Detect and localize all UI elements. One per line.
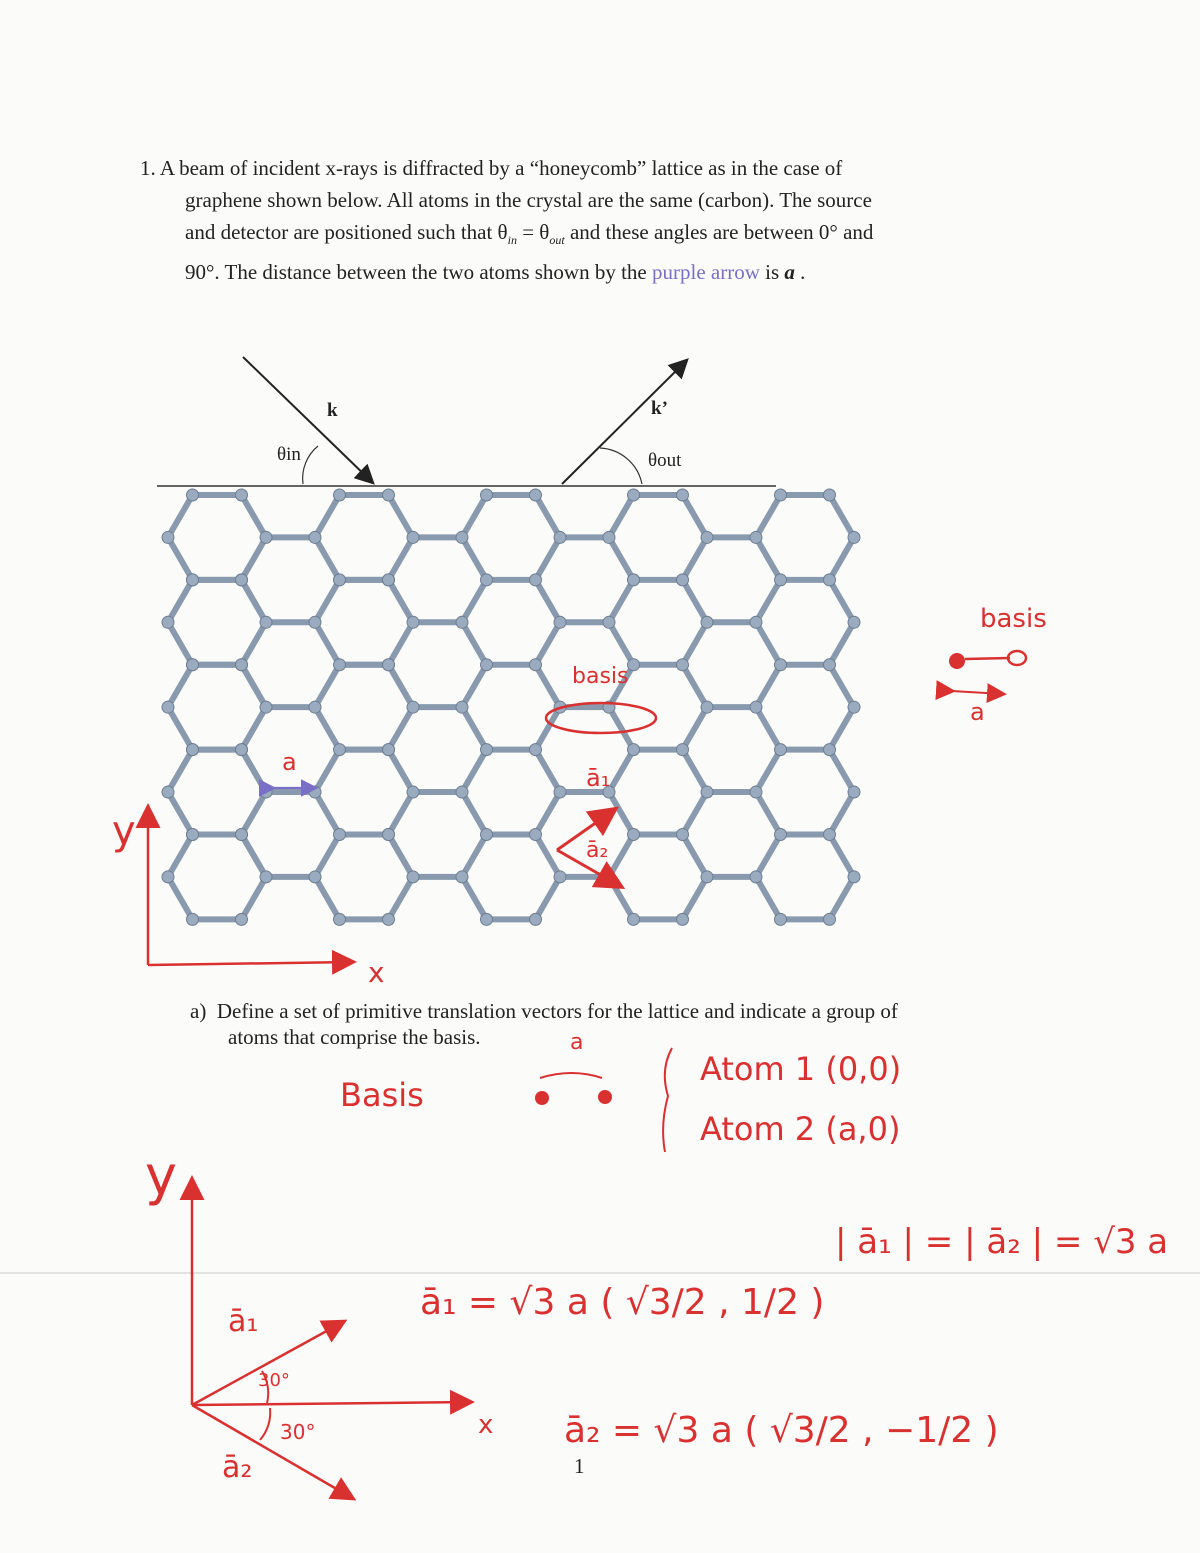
carbon-atom [775,913,787,925]
lattice-bond [609,792,634,834]
carbon-atom [775,489,787,501]
lattice-bond [242,834,267,876]
purple-arrow-text: purple arrow [652,260,760,285]
carbon-atom [824,913,836,925]
lattice-bond [242,622,267,664]
carbon-atom [334,659,346,671]
lattice-bond [830,580,855,622]
carbon-atom [407,701,419,713]
carbon-atom [162,701,174,713]
carbon-atom [824,574,836,586]
carbon-atom [554,531,566,543]
lattice-bond [315,665,340,707]
carbon-atom [628,659,640,671]
carbon-atom [456,701,468,713]
carbon-atom [701,701,713,713]
lattice-bond [536,750,561,792]
incident-beam-arrow [243,357,372,482]
hand-basis-side-a: a [970,698,985,726]
lattice-bond [536,877,561,919]
basis-atom-filled [949,653,965,669]
lattice-bond [609,750,634,792]
lattice-bond [168,877,193,919]
lattice-bond [756,750,781,792]
carbon-atom [309,701,321,713]
lattice-bond [315,750,340,792]
x-axis-arrow-2 [192,1402,470,1405]
lattice-bond [389,495,414,537]
part-a-line-2: atoms that comprise the basis. [228,1025,481,1049]
lattice-bond [536,792,561,834]
x-axis-arrow [148,962,352,965]
carbon-atom [407,786,419,798]
lattice-bond [315,877,340,919]
lattice-bond [536,622,561,664]
carbon-atom [187,913,199,925]
lattice-bond [168,665,193,707]
part-a [190,998,898,1050]
lattice-bond [830,750,855,792]
lattice-bond [168,750,193,792]
hand-a-label: a [282,748,297,776]
theta-in-label: θin [277,444,301,465]
hand-basis-side: basis [980,604,1047,634]
carbon-atom [848,531,860,543]
carbon-atom [824,659,836,671]
basis-small-atom-2 [598,1090,612,1104]
hand-x-label-2: x [478,1410,494,1440]
carbon-atom [187,489,199,501]
hand-a2-equation: ā₂ = √3 a ( √3/2 , −1/2 ) [564,1410,999,1451]
lattice-bond [242,537,267,579]
carbon-atom [530,489,542,501]
lattice-bond [536,665,561,707]
hand-a2-label: ā₂ [586,838,609,863]
lattice-bond [389,834,414,876]
carbon-atom [260,616,272,628]
lattice-bond [315,580,340,622]
carbon-atom [236,828,248,840]
lattice-bond [683,834,708,876]
lattice-bond [168,495,193,537]
carbon-atom [530,828,542,840]
hand-basis-small-a: a [570,1030,584,1055]
lattice-bond [315,622,340,664]
carbon-atom [481,913,493,925]
question-number: 1. [140,156,156,180]
angle-arc-2 [260,1408,270,1440]
lattice-bond [536,834,561,876]
lattice-bond [462,877,487,919]
carbon-atom [260,531,272,543]
part-a-line-1 [190,998,898,1024]
lattice-bond [168,622,193,664]
carbon-atom [701,871,713,883]
lattice-bond [462,495,487,537]
hand-angle-1: 30° [258,1370,290,1391]
carbon-atom [530,744,542,756]
carbon-atom [309,531,321,543]
basis-small-arrow [540,1073,602,1078]
lattice-bond [683,622,708,664]
hand-basis-label: basis [572,664,629,689]
lattice-bond [242,665,267,707]
carbon-atom [628,574,640,586]
lattice-bond [242,707,267,749]
carbon-atom [236,744,248,756]
lattice-bond [536,580,561,622]
theta-out-arc [600,448,642,484]
hand-atom-2: Atom 2 (a,0) [700,1110,901,1148]
lattice-bond [315,537,340,579]
lattice-bond [756,792,781,834]
honeycomb-lattice [162,489,860,925]
hand-a1-equation: ā₁ = √3 a ( √3/2 , 1/2 ) [420,1282,825,1323]
lattice-bond [315,792,340,834]
carbon-atom [701,531,713,543]
carbon-atom [334,744,346,756]
lattice-bond [756,877,781,919]
lattice-bond [683,750,708,792]
lattice-bond [462,750,487,792]
carbon-atom [187,659,199,671]
lattice-bond [609,580,634,622]
carbon-atom [260,701,272,713]
a-symbol: a [784,260,795,285]
lattice-bond [168,834,193,876]
k-label: k [327,400,338,421]
lattice-bond [168,707,193,749]
lattice-bond [830,622,855,664]
carbon-atom [677,659,689,671]
carbon-atom [775,744,787,756]
lattice-bond [756,580,781,622]
lattice-bond [389,665,414,707]
carbon-atom [383,489,395,501]
lattice-bond [315,495,340,537]
carbon-atom [456,786,468,798]
lattice-bond [389,792,414,834]
carbon-atom [260,871,272,883]
carbon-atom [848,871,860,883]
hand-y-label: y [112,808,136,854]
carbon-atom [530,659,542,671]
basis-bond [965,658,1010,659]
carbon-atom [775,828,787,840]
carbon-atom [334,828,346,840]
lattice-bond [389,580,414,622]
carbon-atom [481,744,493,756]
carbon-atom [309,871,321,883]
carbon-atom [848,616,860,628]
lattice-bond [830,495,855,537]
carbon-atom [383,744,395,756]
carbon-atom [750,701,762,713]
carbon-atom [603,531,615,543]
lattice-bond [609,622,634,664]
theta-in-arc [303,446,318,484]
carbon-atom [530,913,542,925]
carbon-atom [824,828,836,840]
lattice-bond [462,622,487,664]
carbon-atom [824,489,836,501]
carbon-atom [750,616,762,628]
lattice-bond [242,792,267,834]
lattice-bond [683,877,708,919]
question-line-2: graphene shown below. All atoms in the crystal are the same (carbon). The source [185,188,872,212]
lattice-bond [683,665,708,707]
lattice-bond [168,792,193,834]
lattice-bond [462,580,487,622]
hand-a1-label: ā₁ [586,764,611,792]
carbon-atom [187,828,199,840]
lattice-bond [609,707,634,749]
carbon-atom [750,786,762,798]
carbon-atom [750,871,762,883]
question-text-4: 90°. The distance between the two atoms shown by the [185,260,652,285]
carbon-atom [187,744,199,756]
carbon-atom [677,828,689,840]
lattice-bond [389,707,414,749]
carbon-atom [603,616,615,628]
lattice-bond [168,537,193,579]
carbon-atom [162,871,174,883]
carbon-atom [848,701,860,713]
lattice-bond [756,622,781,664]
page-number: 1 [574,1454,585,1478]
hand-x-label: x [368,956,385,989]
carbon-atom [701,616,713,628]
carbon-atom [677,489,689,501]
lattice-bond [242,580,267,622]
carbon-atom [236,913,248,925]
carbon-atom [162,616,174,628]
lattice-bond [830,834,855,876]
question-text-3-tail: and these angles are between 0° and [564,220,874,244]
carbon-atom [236,574,248,586]
basis-atom-open [1008,651,1026,665]
question-text-1: A beam of incident x-rays is diffracted by a “honeycomb” lattice as in the case of [159,156,843,180]
atom-brace [663,1048,672,1152]
carbon-atom [162,531,174,543]
hand-vec-a1: ā₁ [228,1304,259,1339]
lattice-bond [389,537,414,579]
carbon-atom [481,659,493,671]
lattice-bond [683,495,708,537]
carbon-atom [236,489,248,501]
lattice-bond [462,834,487,876]
lattice-bond [536,495,561,537]
lattice-bond [389,877,414,919]
lattice-bond [315,834,340,876]
question-text-3: and detector are positioned such that θ [185,220,508,244]
theta-out-label: θout [648,450,682,471]
lattice-bond [609,537,634,579]
carbon-atom [309,616,321,628]
sub-in: in [507,233,517,248]
carbon-atom [628,828,640,840]
basis-small-atom-1 [535,1091,549,1105]
carbon-atom [677,913,689,925]
carbon-atom [383,913,395,925]
carbon-atom [407,531,419,543]
carbon-atom [334,574,346,586]
basis-distance-arrow [952,691,1003,694]
carbon-atom [628,744,640,756]
carbon-atom [383,659,395,671]
carbon-atom [334,913,346,925]
lattice-bond [830,537,855,579]
eq-sign: = θ [516,220,550,244]
carbon-atom [407,616,419,628]
lattice-bond [683,792,708,834]
carbon-atom [775,574,787,586]
carbon-atom [456,531,468,543]
period: . [794,260,806,285]
hand-magnitudes: | ā₁ | = | ā₂ | = √3 a [835,1222,1169,1262]
carbon-atom [456,616,468,628]
carbon-atom [848,786,860,798]
hand-vec-a2: ā₂ [222,1450,253,1485]
lattice-bond [462,665,487,707]
carbon-atom [260,786,272,798]
carbon-atom [481,489,493,501]
carbon-atom [187,574,199,586]
vector-a2-long [192,1405,352,1498]
lattice-bond [830,792,855,834]
carbon-atom [383,574,395,586]
lattice-bond [462,707,487,749]
lattice-bond [536,537,561,579]
lattice-bond [315,707,340,749]
lattice-bond [683,707,708,749]
lattice-bond [756,537,781,579]
carbon-atom [481,574,493,586]
lattice-bond [168,580,193,622]
carbon-atom [456,871,468,883]
lattice-bond [756,707,781,749]
lattice-bond [462,792,487,834]
carbon-atom [334,489,346,501]
lattice-bond [683,537,708,579]
lattice-bond [830,665,855,707]
lattice-bond [830,707,855,749]
carbon-atom [162,786,174,798]
lattice-bond [609,834,634,876]
carbon-atom [530,574,542,586]
lattice-bond [242,750,267,792]
hand-y-label-2: y [145,1144,177,1207]
carbon-atom [554,871,566,883]
carbon-atom [677,574,689,586]
carbon-atom [554,786,566,798]
carbon-atom [628,489,640,501]
carbon-atom [383,828,395,840]
lattice-bond [756,495,781,537]
lattice-bond [756,665,781,707]
lattice-bond [242,495,267,537]
lattice-bond [756,834,781,876]
sub-out: out [549,233,565,248]
lattice-bond [683,580,708,622]
part-a-text-1: Define a set of primitive translation vectors for the lattice and indicate a group of [216,999,898,1023]
lattice-bond [242,877,267,919]
carbon-atom [775,659,787,671]
carbon-atom [824,744,836,756]
carbon-atom [628,913,640,925]
carbon-atom [481,828,493,840]
hand-atom-1: Atom 1 (0,0) [700,1050,902,1088]
carbon-atom [236,659,248,671]
lattice-bond [389,622,414,664]
lattice-bond [830,877,855,919]
carbon-atom [701,786,713,798]
part-a-label: a) [190,999,207,1023]
carbon-atom [677,744,689,756]
lattice-bond [609,495,634,537]
carbon-atom [407,871,419,883]
lattice-bond [462,537,487,579]
carbon-atom [750,531,762,543]
lattice-bond [389,750,414,792]
k-prime-label: k’ [651,398,668,419]
carbon-atom [554,616,566,628]
hand-basis-word: Basis [340,1076,424,1114]
hand-angle-2: 30° [280,1420,316,1444]
question-text-4-tail: is [759,260,785,285]
